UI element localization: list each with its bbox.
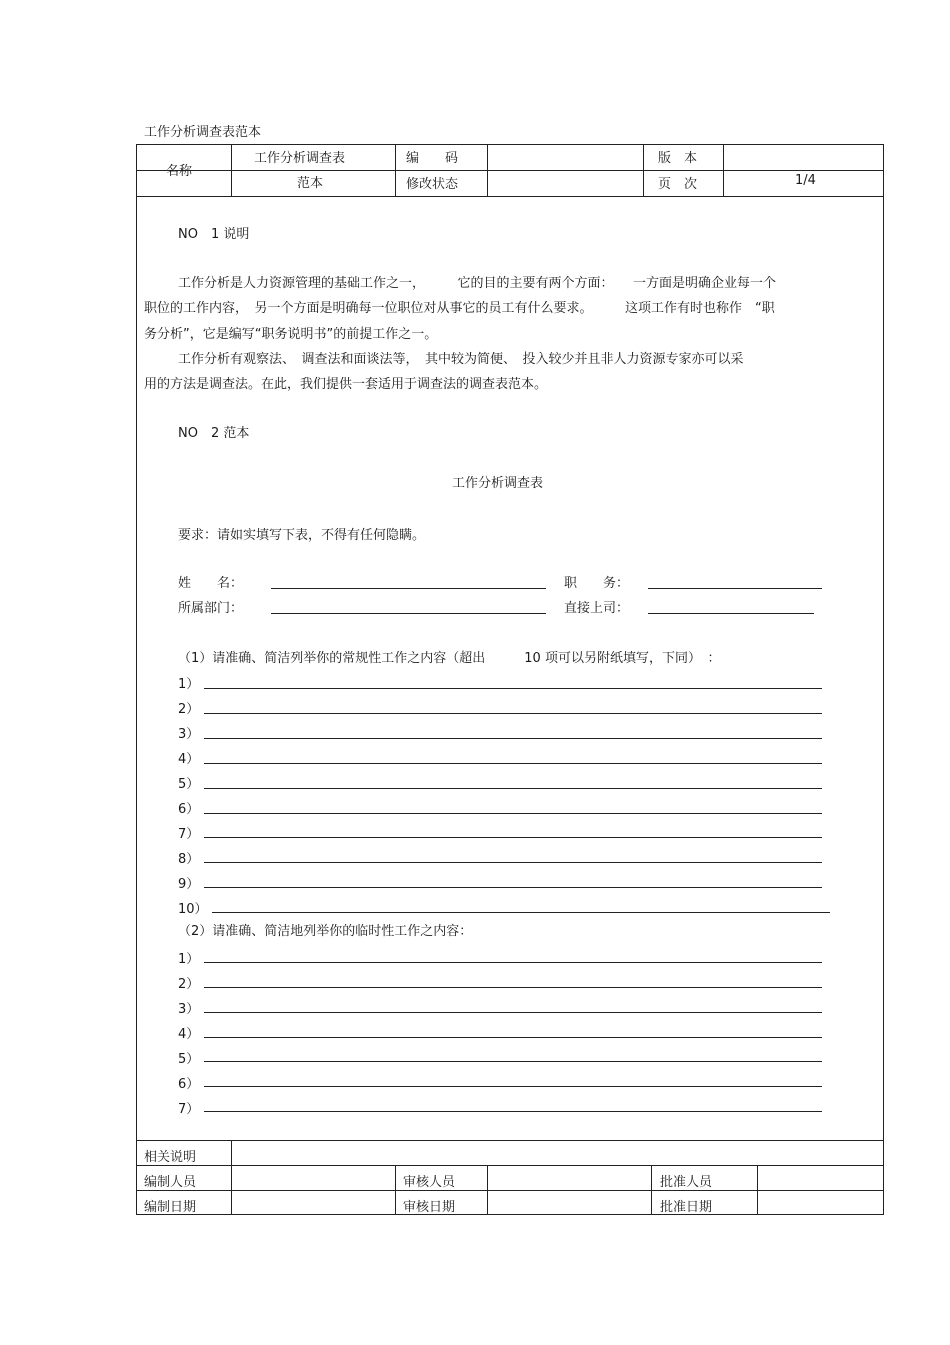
q1-item-number: 4） (178, 752, 200, 767)
employee-name-field[interactable] (271, 588, 546, 589)
header-col-divider (487, 144, 488, 196)
document-title: 工作分析调查表范本 (144, 125, 262, 140)
name-label: 名称 (166, 164, 193, 179)
department-field[interactable] (271, 613, 546, 614)
employee-name-label: 姓 名： (178, 576, 244, 591)
q1-item-number: 10） (178, 902, 208, 917)
review-date-label: 审核日期 (403, 1200, 456, 1215)
revision-label: 修改状态 (406, 177, 459, 192)
q1-item-line[interactable] (204, 738, 822, 739)
section1-paragraph1-line2: 职位的工作内容， 另一个方面是明确每一位职位对从事它的员工有什么要求。 这项工作有时也称作 “职 (144, 301, 775, 316)
position-field[interactable] (648, 588, 822, 589)
header-col-divider (643, 144, 644, 196)
supervisor-label: 直接上司： (564, 601, 630, 616)
q1-item-number: 6） (178, 802, 200, 817)
header-col-divider (395, 144, 396, 196)
q2-item-line[interactable] (204, 1061, 822, 1062)
q1-item-line[interactable] (204, 862, 822, 863)
q1-item-number: 1） (178, 677, 200, 692)
footer-col-divider (757, 1165, 758, 1215)
version-label: 版 本 (658, 151, 698, 166)
q1-item-number: 2） (178, 702, 200, 717)
q1-item-line[interactable] (204, 713, 822, 714)
q1-item-line[interactable] (204, 688, 822, 689)
q1-item-number: 7） (178, 827, 200, 842)
position-label: 职 务： (564, 576, 630, 591)
approver-label: 批准人员 (660, 1175, 713, 1190)
q2-item-number: 7） (178, 1102, 200, 1117)
q2-item-number: 6） (178, 1077, 200, 1092)
q1-item-line[interactable] (212, 912, 830, 913)
header-col-divider (231, 144, 232, 196)
page-value: 1/4 (795, 173, 816, 188)
q1-item-line[interactable] (204, 813, 822, 814)
compiler-label: 编制人员 (144, 1175, 197, 1190)
section1-paragraph2-line1: 工作分析有观察法、 调查法和面谈法等， 其中较为简便、 投入较少并且非人力资源专家亦可以采 (178, 352, 744, 367)
compile-date-label: 编制日期 (144, 1200, 197, 1215)
approve-date-label: 批准日期 (660, 1200, 713, 1215)
header-col-divider (723, 144, 724, 196)
footer-row-divider (136, 1190, 884, 1191)
form-title: 工作分析调查表 (452, 476, 544, 491)
section2-heading: NO 2 范本 (178, 426, 250, 441)
section1-paragraph1-line1: 工作分析是人力资源管理的基础工作之一， 它的目的主要有两个方面： 一方面是明确企业每一个 (178, 276, 777, 291)
q2-item-number: 4） (178, 1027, 200, 1042)
footer-col-divider (487, 1165, 488, 1215)
q1-item-number: 5） (178, 777, 200, 792)
q2-item-line[interactable] (204, 987, 822, 988)
section1-paragraph1-line3: 务分析”，它是编写“职务说明书”的前提工作之一。 (144, 327, 438, 342)
q1-item-number: 3） (178, 727, 200, 742)
q2-item-line[interactable] (204, 1012, 822, 1013)
header-divider (136, 170, 884, 171)
q2-item-line[interactable] (204, 1111, 822, 1112)
code-label: 编 码 (406, 151, 459, 166)
name-value-line1: 工作分析调查表 (254, 151, 346, 166)
q2-item-line[interactable] (204, 1086, 822, 1087)
q1-item-number: 9） (178, 877, 200, 892)
question1-text: （1）请准确、简洁列举你的常规性工作之内容（超出 10 项可以另附纸填写，下同） ： (178, 651, 721, 666)
footer-col-divider (231, 1140, 232, 1215)
related-notes-label: 相关说明 (144, 1150, 197, 1165)
name-value-line2: 范本 (297, 176, 324, 191)
q2-item-number: 1） (178, 952, 200, 967)
requirement-text: 要求：请如实填写下表，不得有任何隐瞒。 (178, 528, 426, 543)
section1-paragraph2-line2: 用的方法是调查法。在此，我们提供一套适用于调查法的调查表范本。 (144, 377, 548, 392)
section1-heading: NO 1 说明 (178, 227, 250, 242)
footer-row-divider (136, 1165, 884, 1166)
supervisor-field[interactable] (648, 613, 814, 614)
q1-item-line[interactable] (204, 763, 822, 764)
question2-text: （2）请准确、简洁地列举你的临时性工作之内容： (178, 924, 473, 939)
q2-item-line[interactable] (204, 1037, 822, 1038)
q1-item-line[interactable] (204, 837, 822, 838)
q2-item-number: 2） (178, 977, 200, 992)
footer-col-divider (651, 1165, 652, 1215)
reviewer-label: 审核人员 (403, 1175, 456, 1190)
page-label: 页 次 (658, 177, 698, 192)
q2-item-number: 3） (178, 1002, 200, 1017)
footer-top-border (136, 1140, 884, 1141)
q2-item-number: 5） (178, 1052, 200, 1067)
department-label: 所属部门： (178, 601, 244, 616)
footer-col-divider (395, 1165, 396, 1215)
q2-item-line[interactable] (204, 962, 822, 963)
q1-item-line[interactable] (204, 788, 822, 789)
q1-item-number: 8） (178, 852, 200, 867)
q1-item-line[interactable] (204, 887, 822, 888)
header-bottom-border (136, 196, 884, 197)
